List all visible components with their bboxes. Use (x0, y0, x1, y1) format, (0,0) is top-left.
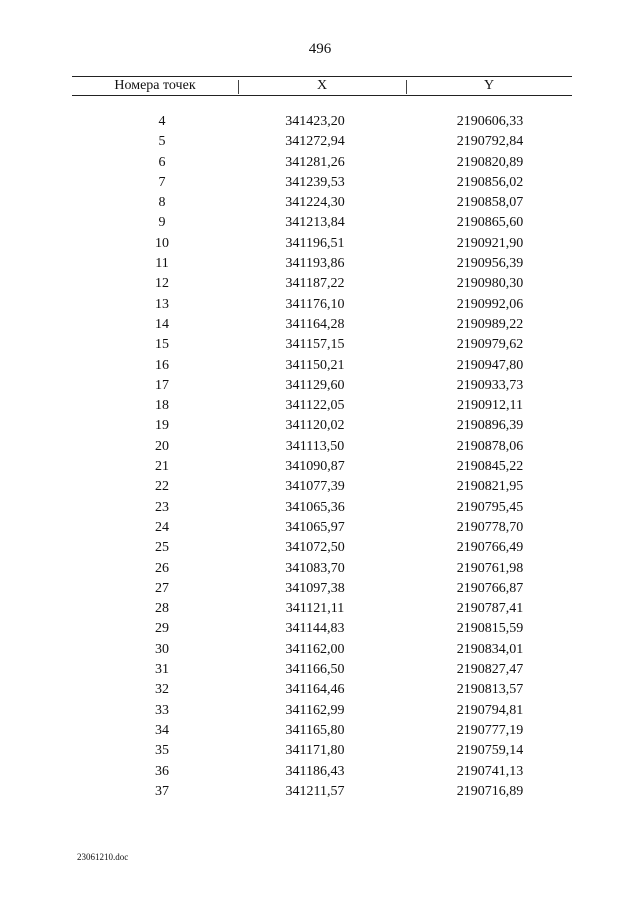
x-coordinate: 341164,28 (285, 316, 345, 332)
table-row (0, 743, 640, 763)
point-number: 18 (155, 398, 169, 414)
y-coordinate: 2190896,39 (456, 418, 524, 434)
x-coordinate: 341176,10 (285, 296, 345, 312)
table-row (0, 723, 640, 743)
table-row (0, 195, 640, 215)
table-row (0, 703, 640, 723)
point-number: 35 (155, 743, 169, 759)
point-number: 9 (158, 215, 166, 231)
table-row (0, 459, 640, 479)
point-number: 22 (155, 479, 169, 495)
point-number: 25 (155, 540, 169, 556)
x-coordinate: 341164,46 (285, 682, 345, 698)
table-row (0, 276, 640, 296)
point-number: 32 (155, 682, 169, 698)
x-coordinate: 341211,57 (285, 783, 345, 799)
y-coordinate: 2190992,06 (456, 296, 524, 312)
x-coordinate: 341150,21 (285, 357, 345, 373)
x-coordinate: 341129,60 (285, 377, 345, 393)
x-coordinate: 341122,05 (285, 398, 345, 414)
x-coordinate: 341423,20 (285, 114, 345, 129)
y-coordinate: 2190794,81 (456, 702, 524, 718)
point-number: 26 (155, 560, 169, 576)
y-coordinate: 2190956,39 (456, 256, 524, 272)
x-coordinate: 341272,94 (285, 134, 345, 150)
x-coordinate: 341144,83 (285, 621, 345, 637)
point-number: 34 (155, 722, 169, 738)
point-number: 5 (158, 134, 166, 150)
x-coordinate: 341224,30 (285, 195, 345, 211)
y-coordinate: 2190980,30 (456, 276, 524, 292)
y-coordinate: 2190912,11 (457, 398, 523, 414)
y-coordinate: 2190787,41 (456, 601, 524, 617)
table-row (0, 662, 640, 682)
point-number: 8 (158, 195, 166, 211)
table-row (0, 784, 640, 804)
header-points: Номера точек (114, 78, 196, 93)
table-row (0, 418, 640, 438)
table-header (72, 76, 572, 96)
footer-doc-code: 23061210.doc (77, 852, 129, 862)
x-coordinate: 341072,50 (285, 540, 345, 556)
table-row (0, 642, 640, 662)
y-coordinate: 2190856,02 (456, 174, 524, 190)
y-coordinate: 2190989,22 (456, 316, 524, 332)
x-coordinate: 341193,86 (285, 256, 345, 272)
table-row (0, 317, 640, 337)
table-row (0, 297, 640, 317)
table-row (0, 337, 640, 357)
y-coordinate: 2190761,98 (456, 560, 524, 576)
table-row (0, 682, 640, 702)
table-row (0, 378, 640, 398)
point-number: 11 (155, 256, 169, 272)
point-number: 30 (155, 641, 169, 657)
point-number: 19 (155, 418, 169, 434)
point-number: 4 (158, 114, 166, 129)
header-y: Y (483, 78, 495, 93)
page-number: 496 (308, 41, 332, 57)
table-row (0, 540, 640, 560)
y-coordinate: 2190821,95 (456, 479, 524, 495)
point-number: 17 (155, 377, 169, 393)
table-row (0, 155, 640, 175)
point-number: 36 (155, 763, 169, 779)
point-number: 29 (155, 621, 169, 637)
x-coordinate: 341065,97 (285, 519, 345, 535)
point-number: 10 (155, 235, 169, 251)
point-number: 28 (155, 601, 169, 617)
point-number: 20 (155, 438, 169, 454)
y-coordinate: 2190815,59 (456, 621, 524, 637)
y-coordinate: 2190947,80 (456, 357, 524, 373)
x-coordinate: 341281,26 (285, 154, 345, 170)
y-coordinate: 2190777,19 (456, 722, 524, 738)
y-coordinate: 2190759,14 (456, 743, 524, 759)
table-row (0, 215, 640, 235)
x-coordinate: 341165,80 (285, 722, 345, 738)
table-row (0, 358, 640, 378)
point-number: 24 (155, 519, 169, 535)
table-row (0, 601, 640, 621)
x-coordinate: 341097,38 (285, 580, 345, 596)
table-row (0, 236, 640, 256)
x-coordinate: 341171,80 (285, 743, 345, 759)
y-coordinate: 2190921,90 (456, 235, 524, 251)
x-coordinate: 341213,84 (285, 215, 345, 231)
table-body (0, 114, 640, 804)
x-coordinate: 341121,11 (285, 601, 345, 617)
point-number: 7 (158, 174, 166, 190)
x-coordinate: 341120,02 (285, 418, 345, 434)
point-number: 16 (155, 357, 169, 373)
point-number: 13 (155, 296, 169, 312)
table-row (0, 621, 640, 641)
point-number: 27 (155, 580, 169, 596)
x-coordinate: 341186,43 (285, 763, 345, 779)
x-coordinate: 341090,87 (285, 459, 345, 475)
x-coordinate: 341113,50 (285, 438, 345, 454)
y-coordinate: 2190858,07 (456, 195, 524, 211)
table-row (0, 520, 640, 540)
table-row (0, 134, 640, 154)
table-row (0, 479, 640, 499)
y-coordinate: 2190741,13 (456, 763, 524, 779)
point-number: 31 (155, 662, 169, 678)
x-coordinate: 341239,53 (285, 174, 345, 190)
y-coordinate: 2190813,57 (456, 682, 524, 698)
table-row (0, 175, 640, 195)
point-number: 14 (155, 316, 169, 332)
y-coordinate: 2190827,47 (456, 662, 524, 678)
table-row (0, 398, 640, 418)
x-coordinate: 341187,22 (285, 276, 345, 292)
point-number: 37 (155, 783, 169, 799)
point-number: 15 (155, 337, 169, 353)
y-coordinate: 2190795,45 (456, 499, 524, 515)
x-coordinate: 341077,39 (285, 479, 345, 495)
y-coordinate: 2190845,22 (456, 459, 524, 475)
y-coordinate: 2190834,01 (456, 641, 524, 657)
x-coordinate: 341162,99 (285, 702, 345, 718)
table-row (0, 500, 640, 520)
x-coordinate: 341162,00 (285, 641, 345, 657)
x-coordinate: 341157,15 (285, 337, 345, 353)
y-coordinate: 2190606,33 (456, 114, 524, 129)
x-coordinate: 341196,51 (285, 235, 345, 251)
point-number: 33 (155, 702, 169, 718)
header-x: X (316, 78, 328, 93)
x-coordinate: 341065,36 (285, 499, 345, 515)
table-row (0, 561, 640, 581)
point-number: 21 (155, 459, 169, 475)
x-coordinate: 341166,50 (285, 662, 345, 678)
y-coordinate: 2190878,06 (456, 438, 524, 454)
y-coordinate: 2190766,49 (456, 540, 524, 556)
table-row (0, 439, 640, 459)
y-coordinate: 2190865,60 (456, 215, 524, 231)
point-number: 23 (155, 499, 169, 515)
table-row (0, 114, 640, 134)
y-coordinate: 2190766,87 (456, 580, 524, 596)
y-coordinate: 2190979,62 (456, 337, 524, 353)
y-coordinate: 2190792,84 (456, 134, 524, 150)
y-coordinate: 2190820,89 (456, 154, 524, 170)
point-number: 6 (158, 154, 166, 170)
y-coordinate: 2190933,73 (456, 377, 524, 393)
y-coordinate: 2190716,89 (456, 783, 524, 799)
x-coordinate: 341083,70 (285, 560, 345, 576)
point-number: 12 (155, 276, 169, 292)
table-row (0, 256, 640, 276)
table-row (0, 764, 640, 784)
y-coordinate: 2190778,70 (456, 519, 524, 535)
table-row (0, 581, 640, 601)
